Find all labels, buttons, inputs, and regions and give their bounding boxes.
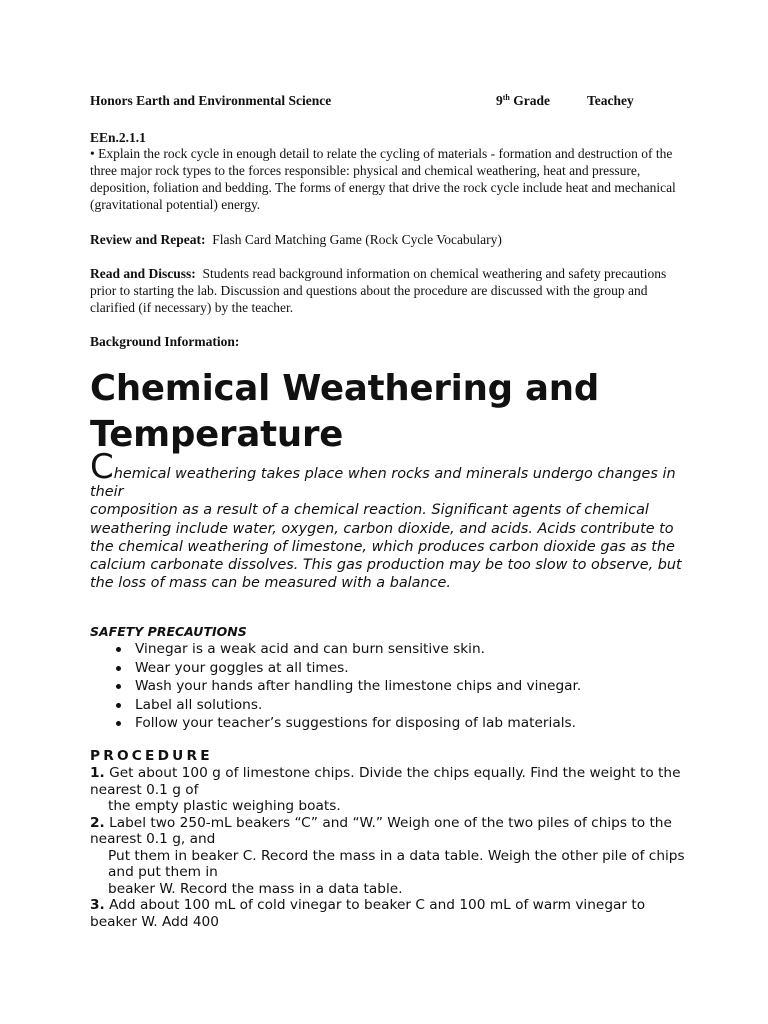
grade-number: 9 [496, 93, 503, 108]
intro-line-1: hemical weathering takes place when rocks and minerals undergo changes in their [90, 466, 676, 501]
step-text: Get about 100 g of limestone chips. Divide the chips equally. Find the weight to the nearest 0.1 g of [90, 765, 681, 798]
background-label: Background Information: [90, 334, 240, 349]
safety-list [90, 640, 690, 733]
step-number: 1. [90, 765, 105, 781]
step-text: Add about 100 mL of cold vinegar to beaker C and 100 mL of warm vinegar to beaker W. Add 400 [90, 897, 646, 930]
grade-level [496, 93, 550, 109]
read-discuss-section [90, 265, 682, 316]
grade-suffix: th [502, 93, 510, 102]
intro-rest: composition as a result of a chemical reaction. Significant agents of chemical weathering include water, oxygen, carbon dioxide, and acids. Acids contribute to the chemical weathering of limestone, which produces carbon dioxide gas as the calcium carbonate dissolves. This gas production may be too slow to observe, but the loss of mass can be measured with a balance. [90, 502, 682, 592]
safety-heading: SAFETY PRECAUTIONS [90, 624, 247, 639]
list-item: Label all solutions. [90, 696, 690, 715]
list-item: Vinegar is a weak acid and can burn sensitive skin. [90, 640, 690, 659]
standard-code: EEn.2.1.1 [90, 130, 146, 145]
step-2 [90, 815, 690, 848]
step-2-continuation: Put them in beaker C. Record the mass in a data table. Weigh the other pile of chips and put them in [108, 847, 685, 880]
teacher-name: Teachey [587, 93, 634, 108]
review-text: Flash Card Matching Game (Rock Cycle Vocabulary) [212, 232, 502, 247]
list-item: Wash your hands after handling the limestone chips and vinegar. [90, 677, 690, 696]
document-header [90, 93, 690, 113]
title-line-1: Chemical Weathering and [90, 368, 600, 409]
intro-paragraph [90, 447, 690, 592]
step-3 [90, 897, 690, 930]
step-number: 2. [90, 814, 105, 831]
procedure-heading: PROCEDURE [90, 748, 213, 764]
review-section [90, 231, 682, 248]
step-2-continuation: beaker W. Record the mass in a data table. [108, 880, 403, 897]
step-1-continuation: the empty plastic weighing boats. [108, 798, 341, 814]
list-item: Wear your goggles at all times. [90, 659, 690, 678]
read-discuss-text: Students read background information on chemical weathering and safety precautions prior to starting the lab. Discussion and questions about the procedure are discussed with the group and clarified (if necessary) by the teacher. [90, 266, 667, 315]
course-title: Honors Earth and Environmental Science [90, 93, 332, 108]
step-number: 3. [90, 897, 105, 913]
step-text: Label two 250-mL beakers “C” and “W.” Weigh one of the two piles of chips to the nearest 0.1 g, and [90, 814, 672, 847]
title-line-2: Temperature [90, 414, 344, 455]
list-item: Follow your teacher’s suggestions for disposing of lab materials. [90, 714, 690, 733]
drop-cap: C [90, 447, 114, 487]
step-1 [90, 765, 690, 798]
procedure-steps [90, 765, 690, 930]
standard-text: • Explain the rock cycle in enough detail to relate the cycling of materials - formation and destruction of the three major rock types to the forces responsible: physical and chemical weathering, heat and pressure, deposition, foliation and bedding. The forms of energy that drive the rock cycle include heat and mechanical (gravitational potential) energy. [90, 146, 676, 212]
read-discuss-label: Read and Discuss: [90, 266, 196, 281]
grade-word: Grade [513, 93, 550, 108]
article-title [90, 366, 710, 458]
review-label: Review and Repeat: [90, 232, 206, 247]
